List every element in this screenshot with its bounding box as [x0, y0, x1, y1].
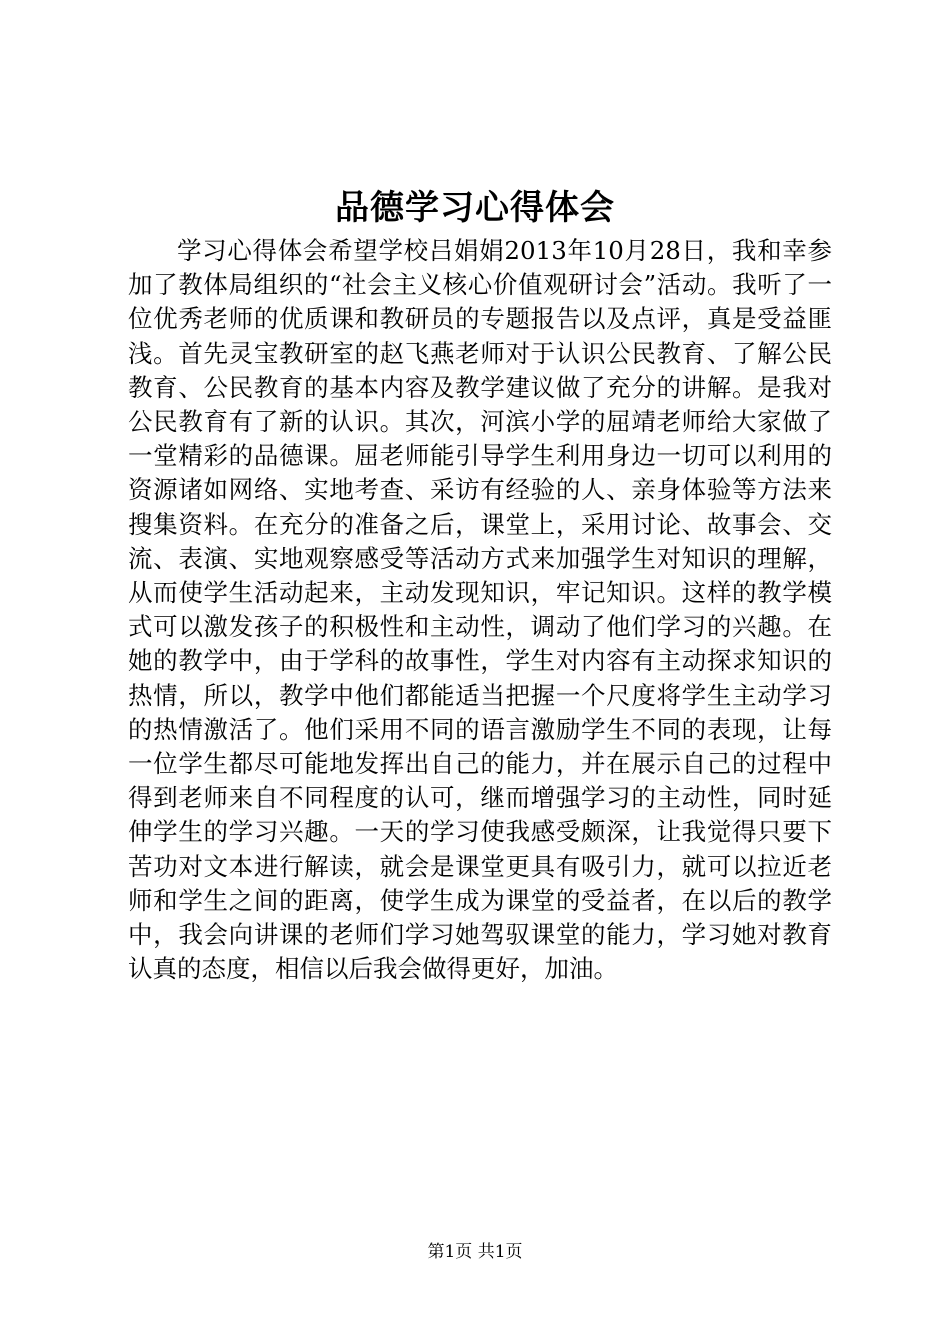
document-title: 品德学习心得体会 — [335, 188, 615, 228]
document-paragraph: 学习心得体会希望学校吕娟娟2013年10月28日，我和幸参加了教体局组织的“社会主义核心价值观研讨会”活动。我听了一位优秀老师的优质课和教研员的专题报告以及点评，真是受益匪浅。首先灵宝教研室的赵飞燕老师对于认识公民教育、了解公民教育、公民教育的基本内容及教学建议做了充分的讲解。是我对公民教育有了新的认识。其次，河滨小学的屈靖老师给大家做了一堂精彩的品德课。屈老师能引导学生利用身边一切可以利用的资源诸如网络、实地考查、采访有经验的人、亲身体验等方法来搜集资料。在充分的准备之后，课堂上，采用讨论、故事会、交流、表演、实地观察感受等活动方式来加强学生对知识的理解，从而使学生活动起来，主动发现知识，牢记知识。这样的教学模式可以激发孩子的积极性和主动性，调动了他们学习的兴趣。在她的教学中，由于学科的故事性，学生对内容有主动探求知识的热情，所以，教学中他们都能适当把握一个尺度将学生主动学习的热情激活了。他们采用不同的语言激励学生不同的表现，让每一位学生都尽可能地发挥出自己的能力，并在展示自己的过程中得到老师来自不同程度的认可，继而增强学习的主动性，同时延伸学生的学习兴趣。一天的学习使我感受颇深，让我觉得只要下苦功对文本进行解读，就会是课堂更具有吸引力，就可以拉近老师和学生之间的距离，使学生成为课堂的受益者，在以后的教学中，我会向讲课的老师们学习她驾驭课堂的能力，学习她对教育认真的态度，相信以后我会做得更好，加油。 — [128, 236, 832, 984]
page-footer: 第1页 共1页 — [427, 1242, 523, 1262]
